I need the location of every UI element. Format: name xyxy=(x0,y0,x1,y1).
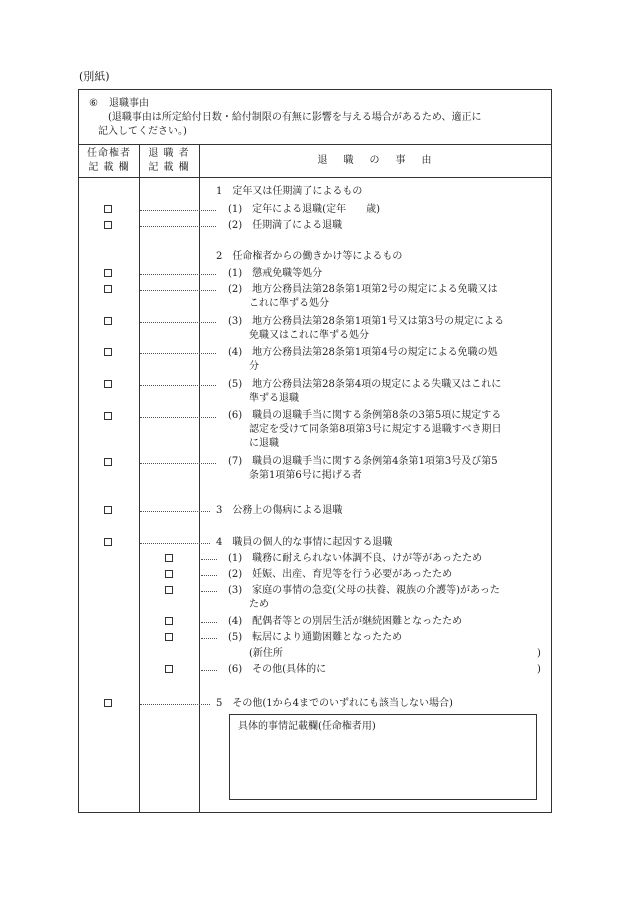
item-1-2: (2) 任期満了による退職 xyxy=(228,220,343,231)
appointer-checkbox-1-2[interactable] xyxy=(104,221,112,229)
item-4-6: (6) その他(具体的に xyxy=(228,664,327,675)
item-4-5-address-close: ) xyxy=(537,648,541,659)
leader-dots xyxy=(140,322,216,323)
item-2-5-line1: (5) 地方公務員法第28条第4項の規定による失職又はこれに xyxy=(228,379,502,390)
item-4-5: (5) 転居により通勤困難となったため xyxy=(228,632,403,643)
item-2-3-line2: 免職又はこれに準ずる処分 xyxy=(249,330,369,341)
item-4-3-line2: ため xyxy=(249,599,269,610)
appointer-checkbox-2-7[interactable] xyxy=(104,458,112,466)
item-1-1: (1) 定年による退職(定年 歳) xyxy=(228,204,380,215)
item-4-2: (2) 妊娠、出産、育児等を行う必要があったため xyxy=(228,569,453,580)
item-2-6-line2: 認定を受けて同条第8項第3号に規定する退職すべき期日 xyxy=(249,424,502,435)
section-number: ⑥ xyxy=(89,98,98,109)
detail-entry-box[interactable] xyxy=(229,714,537,800)
annex-label: (別紙) xyxy=(79,70,110,83)
detail-box-label: 具体的事情記載欄(任命権者用) xyxy=(238,721,376,732)
group-3-label: 3 公務上の傷病による退職 xyxy=(216,505,343,516)
leader-dots xyxy=(140,353,216,354)
header-appointer-l2: 記 載 欄 xyxy=(88,162,130,173)
retiree-checkbox-4-2[interactable] xyxy=(165,570,173,578)
appointer-checkbox-4[interactable] xyxy=(104,538,112,546)
leader-dots xyxy=(140,704,210,705)
leader-dots xyxy=(140,210,216,211)
item-4-5-address-label: (新住所 xyxy=(249,648,283,659)
header-top-border xyxy=(79,144,551,145)
leader-dots xyxy=(140,543,210,544)
group-4-label: 4 職員の個人的な事情に起因する退職 xyxy=(216,537,393,548)
header-bottom-border xyxy=(79,177,551,178)
leader-dots xyxy=(140,226,216,227)
item-2-2-line2: これに準ずる処分 xyxy=(249,298,329,309)
item-4-4: (4) 配偶者等との別居生活が継続困難となったため xyxy=(228,616,463,627)
section-note-line1: (退職事由は所定給付日数・給付制限の有無に影響を与える場合があるため、適正に xyxy=(108,112,482,123)
appointer-checkbox-5[interactable] xyxy=(104,699,112,707)
header-retiree-l1: 退 職 者 xyxy=(148,148,190,159)
leader-dots xyxy=(201,559,217,560)
item-2-6-line1: (6) 職員の退職手当に関する条例第8条の3第5項に規定する xyxy=(228,410,502,421)
item-2-7-line1: (7) 職員の退職手当に関する条例第4条第1項第3号及び第5 xyxy=(228,456,498,467)
item-4-3-line1: (3) 家庭の事情の急変(父母の扶養、親族の介護等)があった xyxy=(228,585,500,596)
appointer-checkbox-2-4[interactable] xyxy=(104,348,112,356)
appointer-checkbox-2-2[interactable] xyxy=(104,285,112,293)
appointer-checkbox-2-5[interactable] xyxy=(104,380,112,388)
leader-dots xyxy=(140,274,216,275)
section-note-line2: 記入してください。) xyxy=(98,126,187,137)
item-2-4-line1: (4) 地方公務員法第28条第1項第4号の規定による免職の処 xyxy=(228,347,498,358)
group-5-label: 5 その他(1から4までのいずれにも該当しない場合) xyxy=(216,698,453,709)
column-divider-2 xyxy=(199,144,200,812)
leader-dots xyxy=(140,463,216,464)
item-2-6-line3: に退職 xyxy=(249,438,279,449)
appointer-checkbox-1-1[interactable] xyxy=(104,205,112,213)
retiree-checkbox-4-5[interactable] xyxy=(165,633,173,641)
leader-dots xyxy=(140,417,216,418)
leader-dots xyxy=(201,591,217,592)
item-2-2-line1: (2) 地方公務員法第28条第1項第2号の規定による免職又は xyxy=(228,284,498,295)
item-2-4-line2: 分 xyxy=(249,361,259,372)
item-4-6-close: ) xyxy=(537,664,541,675)
leader-dots xyxy=(201,670,217,671)
retiree-checkbox-4-3[interactable] xyxy=(165,586,173,594)
retirement-reason-form xyxy=(78,89,552,813)
appointer-checkbox-2-6[interactable] xyxy=(104,412,112,420)
header-retiree-l2: 記 載 欄 xyxy=(148,162,190,173)
column-divider-1 xyxy=(139,144,140,812)
retiree-checkbox-4-6[interactable] xyxy=(165,665,173,673)
item-2-3-line1: (3) 地方公務員法第28条第1項第1号又は第3号の規定による xyxy=(228,316,504,327)
header-reason: 退 職 の 事 由 xyxy=(317,155,435,166)
retiree-checkbox-4-1[interactable] xyxy=(165,554,173,562)
retiree-checkbox-4-4[interactable] xyxy=(165,617,173,625)
group-2-label: 2 任命権者からの働きかけ等によるもの xyxy=(216,251,403,262)
appointer-checkbox-3[interactable] xyxy=(104,506,112,514)
appointer-checkbox-2-3[interactable] xyxy=(104,317,112,325)
section-title: 退職事由 xyxy=(109,98,149,109)
leader-dots xyxy=(201,622,217,623)
leader-dots xyxy=(140,511,210,512)
item-4-1: (1) 職務に耐えられない体調不良、けが等があったため xyxy=(228,553,483,564)
leader-dots xyxy=(140,290,216,291)
appointer-checkbox-2-1[interactable] xyxy=(104,269,112,277)
header-appointer-l1: 任命権者 xyxy=(87,148,131,159)
leader-dots xyxy=(201,638,217,639)
item-2-5-line2: 準ずる退職 xyxy=(249,393,299,404)
leader-dots xyxy=(201,575,217,576)
item-2-7-line2: 条第1項第6号に掲げる者 xyxy=(249,470,362,481)
group-1-label: 1 定年又は任期満了によるもの xyxy=(216,186,363,197)
leader-dots xyxy=(140,385,216,386)
item-2-1: (1) 懲戒免職等処分 xyxy=(228,268,323,279)
